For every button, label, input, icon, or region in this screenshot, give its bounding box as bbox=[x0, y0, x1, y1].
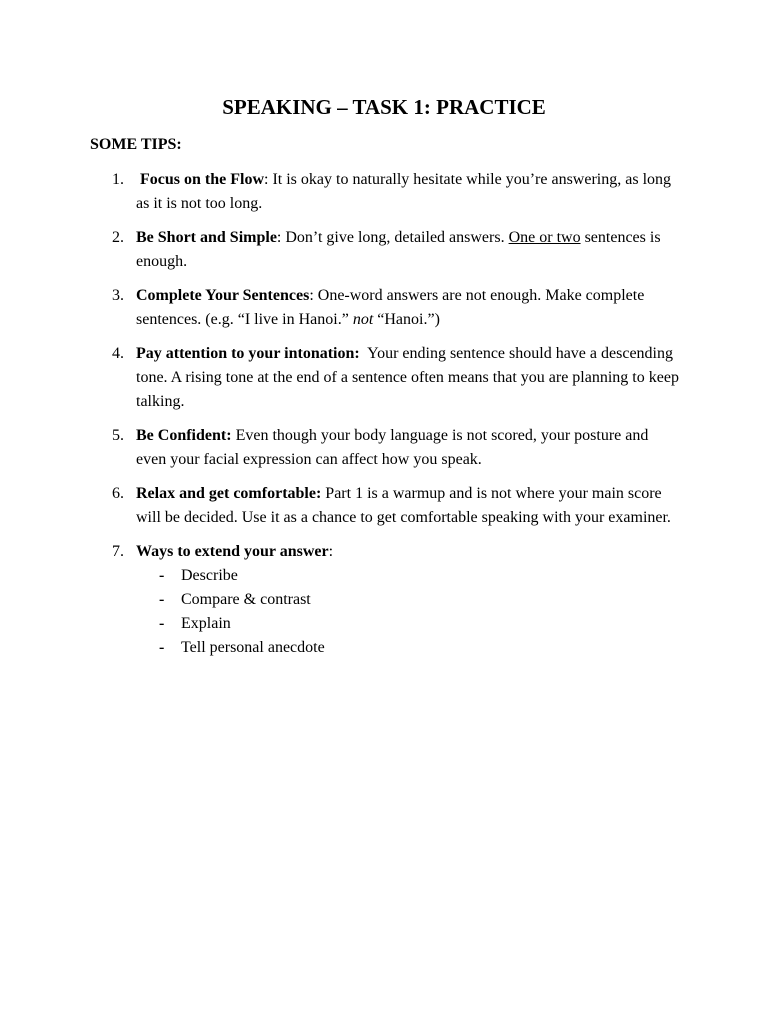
tip-text: : It is okay to naturally hesitate while you’re answering, as long as it is not too long. bbox=[136, 171, 672, 212]
tip-underlined-text: One or two bbox=[508, 229, 581, 246]
tip-text: : bbox=[328, 543, 334, 560]
tip-item bbox=[90, 482, 680, 530]
tip-heading: Relax and get comfortable: bbox=[136, 485, 322, 502]
tip-text: : One-word answers are not enough. Make complete sentences. (e.g. “I live in Hanoi.” bbox=[136, 287, 645, 328]
tip-number: 3. bbox=[112, 287, 124, 304]
tips-heading: SOME TIPS: bbox=[90, 136, 182, 153]
tip-text: Your ending sentence should have a descending tone. A rising tone at the end of a sentence often means that you are planning to keep talking. bbox=[136, 345, 683, 410]
tip-item bbox=[90, 226, 680, 274]
list-item bbox=[136, 564, 680, 588]
extend-answer-list bbox=[136, 564, 680, 660]
list-item-text: Describe bbox=[181, 567, 238, 584]
tip-item bbox=[90, 168, 680, 216]
page-title: SPEAKING – TASK 1: PRACTICE bbox=[222, 95, 546, 119]
tip-number: 1. bbox=[112, 171, 124, 188]
tip-text-continued: sentences is enough. bbox=[136, 229, 661, 270]
list-item bbox=[136, 636, 680, 660]
tip-item bbox=[90, 540, 680, 660]
list-item bbox=[136, 612, 680, 636]
tip-italic-text: not bbox=[352, 311, 374, 328]
dash-bullet: - bbox=[159, 639, 165, 656]
tip-heading: Ways to extend your answer bbox=[136, 543, 329, 560]
dash-bullet: - bbox=[159, 567, 165, 584]
list-item-text: Tell personal anecdote bbox=[181, 639, 325, 656]
tip-item bbox=[90, 424, 680, 472]
tips-list bbox=[90, 168, 683, 670]
tip-heading: Be Short and Simple bbox=[136, 229, 277, 246]
tip-text-continued: “Hanoi.”) bbox=[373, 311, 440, 328]
tip-text: Even though your body language is not scored, your posture and even your facial expression can affect how you speak. bbox=[136, 427, 649, 468]
tip-number: 5. bbox=[112, 427, 124, 444]
tip-item bbox=[90, 284, 680, 332]
dash-bullet: - bbox=[159, 615, 165, 632]
tip-number: 7. bbox=[112, 543, 124, 560]
tip-heading: Complete Your Sentences bbox=[136, 287, 310, 304]
tip-item bbox=[90, 342, 683, 414]
list-item bbox=[136, 588, 680, 612]
tip-text: : Don’t give long, detailed answers. bbox=[276, 229, 509, 246]
list-item-text: Explain bbox=[181, 615, 231, 632]
tip-heading: Focus on the Flow bbox=[140, 171, 264, 188]
tip-heading: Be Confident: bbox=[136, 427, 232, 444]
dash-bullet: - bbox=[159, 591, 165, 608]
tip-text: Part 1 is a warmup and is not where your main score will be decided. Use it as a chance to get comfortable speaking with your examiner. bbox=[136, 485, 671, 526]
tip-heading: Pay attention to your intonation: bbox=[136, 345, 360, 362]
tip-number: 2. bbox=[112, 229, 124, 246]
tip-number: 6. bbox=[112, 485, 124, 502]
tip-number: 4. bbox=[112, 345, 124, 362]
list-item-text: Compare & contrast bbox=[181, 591, 311, 608]
